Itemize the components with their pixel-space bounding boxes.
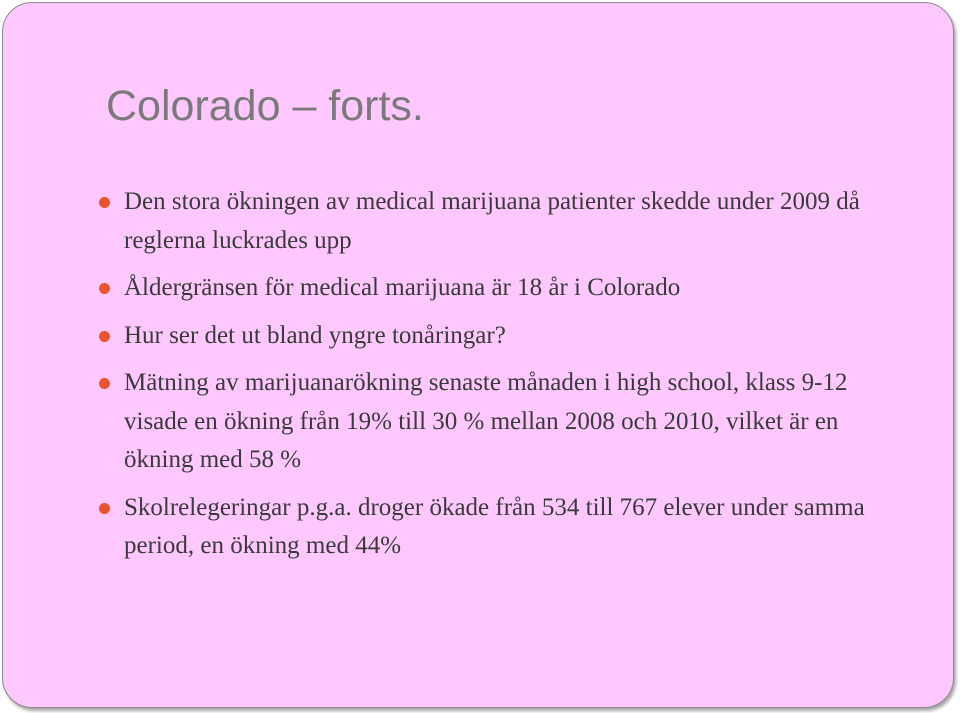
bullet-dot-icon [99,197,110,208]
bullet-item [96,183,896,260]
bullet-list [96,183,896,575]
bullet-dot-icon [99,331,110,342]
bullet-item [96,269,896,308]
bullet-text: Åldergränsen för medical marijuana är 18 år i Colorado [124,274,681,301]
bullet-dot-icon [99,283,110,294]
slide-title: Colorado – forts. [106,82,424,130]
slide [2,2,954,708]
bullet-text: Skolrelegeringar p.g.a. droger ökade från 534 till 767 elever under samma period, en ökning med 44% [124,493,865,559]
bullet-text: Hur ser det ut bland yngre tonåringar? [124,321,506,349]
bullet-text: Mätning av marijuanarökning senaste månaden i high school, klass 9-12 visade en ökning från 19% till 30 % mellan 2008 och 2010, vilket är en ökning med 58 % [124,369,848,473]
bullet-text: Den stora ökningen av medical marijuana patienter skedde under 2009 då reglerna luckrades upp [124,188,860,254]
bullet-dot-icon [99,378,110,389]
bullet-item [96,364,896,480]
bullet-dot-icon [99,503,110,514]
bullet-item [96,489,896,566]
bullet-item [96,317,896,356]
